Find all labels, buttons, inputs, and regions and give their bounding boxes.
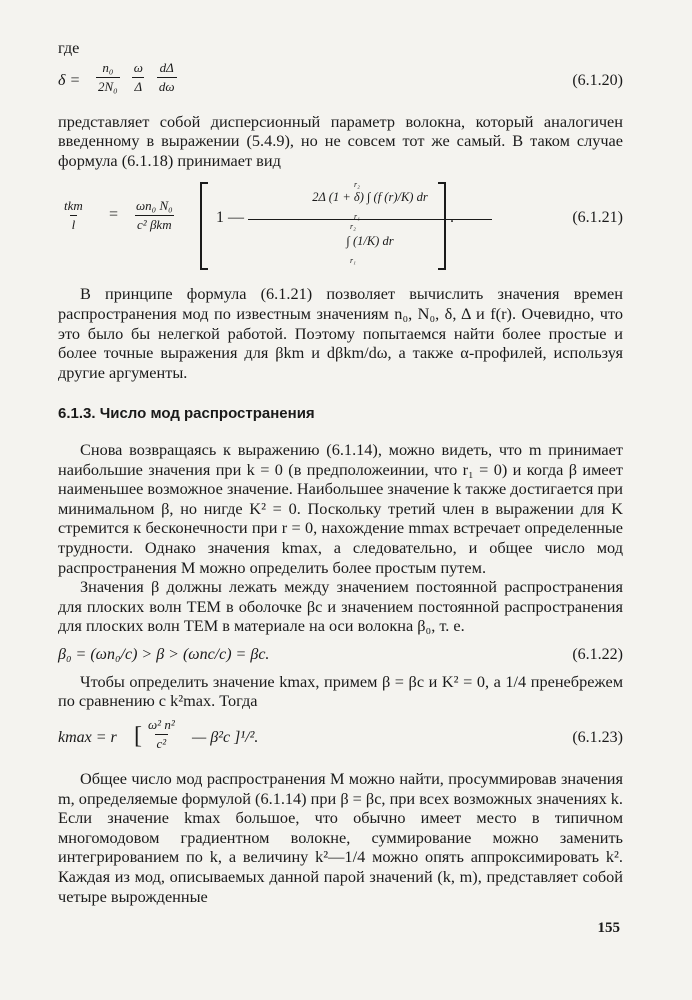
eq2-lhs-frac: $\frac{\text{tkm}}{l}$ [64,198,83,233]
section-heading: 6.1.3. Число мод распространения [58,405,315,423]
eq4-number: (6.1.23) [572,729,623,747]
paragraph-2: В принципе формула (6.1.21) позволяет вычислить значения времен распространения мод по известным значениям n₀, N₀, δ, Δ и f(r). Очевидно, что это было бы нелегкой работой. Поэтому попытаемся найти более простые и более точные выражения для βkm и dβkm/dω, а также α-профилей, используя другие аргументы. [58,284,623,382]
eq4-lhs: kmax = r [58,729,117,747]
eq2-one-minus: 1 — [216,209,244,227]
page [58,30,623,906]
eq2-big-numerator: 2Δ (1 + δ) ∫ (f (r)/K) dr [312,190,428,205]
equation-6-1-20 [58,60,623,104]
equation-6-1-21: $\frac{\text{tkm}}{l}$ = $\frac{\text{ωn₀ N₀}}{\text{c² βkm}}$ 1 — r₂ r₁ 2Δ (1 + δ) ∫ (f (r)/K) dr r₂ r₁ ∫ (1/K) dr . (6.1.21) [58,176,623,276]
eq4-frac: $\frac{\text{ω² n²}}{\text{c²}}$ [148,717,175,752]
eq2-number: (6.1.21) [572,209,623,227]
eq2-limit-top-1: r₂ [354,180,360,190]
page-number: 155 [597,920,620,936]
eq2-limit-bot-1: r₁ [354,212,360,222]
eq2-big-frac [248,180,492,266]
eq1-number: (6.1.20) [572,71,623,89]
eq2-big-denominator: ∫ (1/K) dr [346,234,394,249]
eq1-frac3: $\frac{d\Delta}{d\omega}$ [158,59,175,94]
eq2-bracket-left [200,182,208,270]
equation-6-1-23: kmax = r [ $\frac{\text{ω² n²}}{\text{c²}}$ — β²c ]¹/². (6.1.23) [58,717,623,752]
paragraph-5: Чтобы определить значение kmax, примем β = βc и K² = 0, а 1/4 пренебрежем по сравнению с k²max. Тогда [58,671,623,711]
word-gde: где [58,38,80,57]
paragraph-3: Снова возвращаясь к выражению (6.1.14), можно видеть, что m принимает наибольшие значения при k = 0 (в предположеинии, что r₁ = 0) и когда β имеет наименьшее возможное значение. Наибольшее значение k также достигается при минимальном β, но нигде K² = 0. Поскольку третий член в выражении для K стремится к бесконечности при r = 0, нахождение mmax встречает определенные трудности. Однако значения kmax, а следовательно, и общее число мод распространения M можно определить более простым путем. [58,439,623,577]
eq2-bracket-right [438,182,446,270]
eq1-lhs: δ = [58,71,81,89]
eq2-frac: $\frac{\text{ωn₀ N₀}}{\text{c² βkm}}$ [136,198,173,233]
paragraph-4: Значения β должны лежать между значением постоянной распространения для плоских волн TEM в оболочке βc и значением постоянной распространения для плоских волн TEM в материале на оси волокна β₀, т. е. [58,577,623,636]
eq4-tail: — β²c ]¹/². [192,729,259,747]
equation-6-1-22 [58,642,623,670]
eq2-limit-top-2: r₂ [350,222,356,232]
paragraph-6: Общее число мод распространения M можно найти, просуммировав значения m, определяемые формулой (6.1.14) при β = βc, при всех возможных значениях k. Если значение kmax большое, что обычно имеет место в типичном многомодовом градиентном волокне, суммирование можно заменить интегрированием по k, а величину k²—1/4 можно опять аппроксимировать k². Каждая из мод, описываемых данной парой значений (k, m), представляет собой четыре вырожденные [58,769,623,906]
eq3-body: β₀ = (ωn₀/c) > β > (ωnc/c) = βc. [58,645,270,663]
eq2-limit-bot-2: r₁ [350,256,356,266]
eq3-number: (6.1.22) [572,645,623,663]
eq2-equals: = [108,206,119,224]
eq1-frac2: $\frac{\omega}{\Delta}$ [133,59,143,94]
eq1-frac1: $\frac{\text{n₀}}{\text{2N₀}}$ [98,59,118,94]
paragraph-1: представляет собой дисперсионный параметр волокна, который аналогичен введенному в выражении (5.4.9), но не совсем тот же самый. В таком случае формула (6.1.18) принимает вид [58,111,623,170]
